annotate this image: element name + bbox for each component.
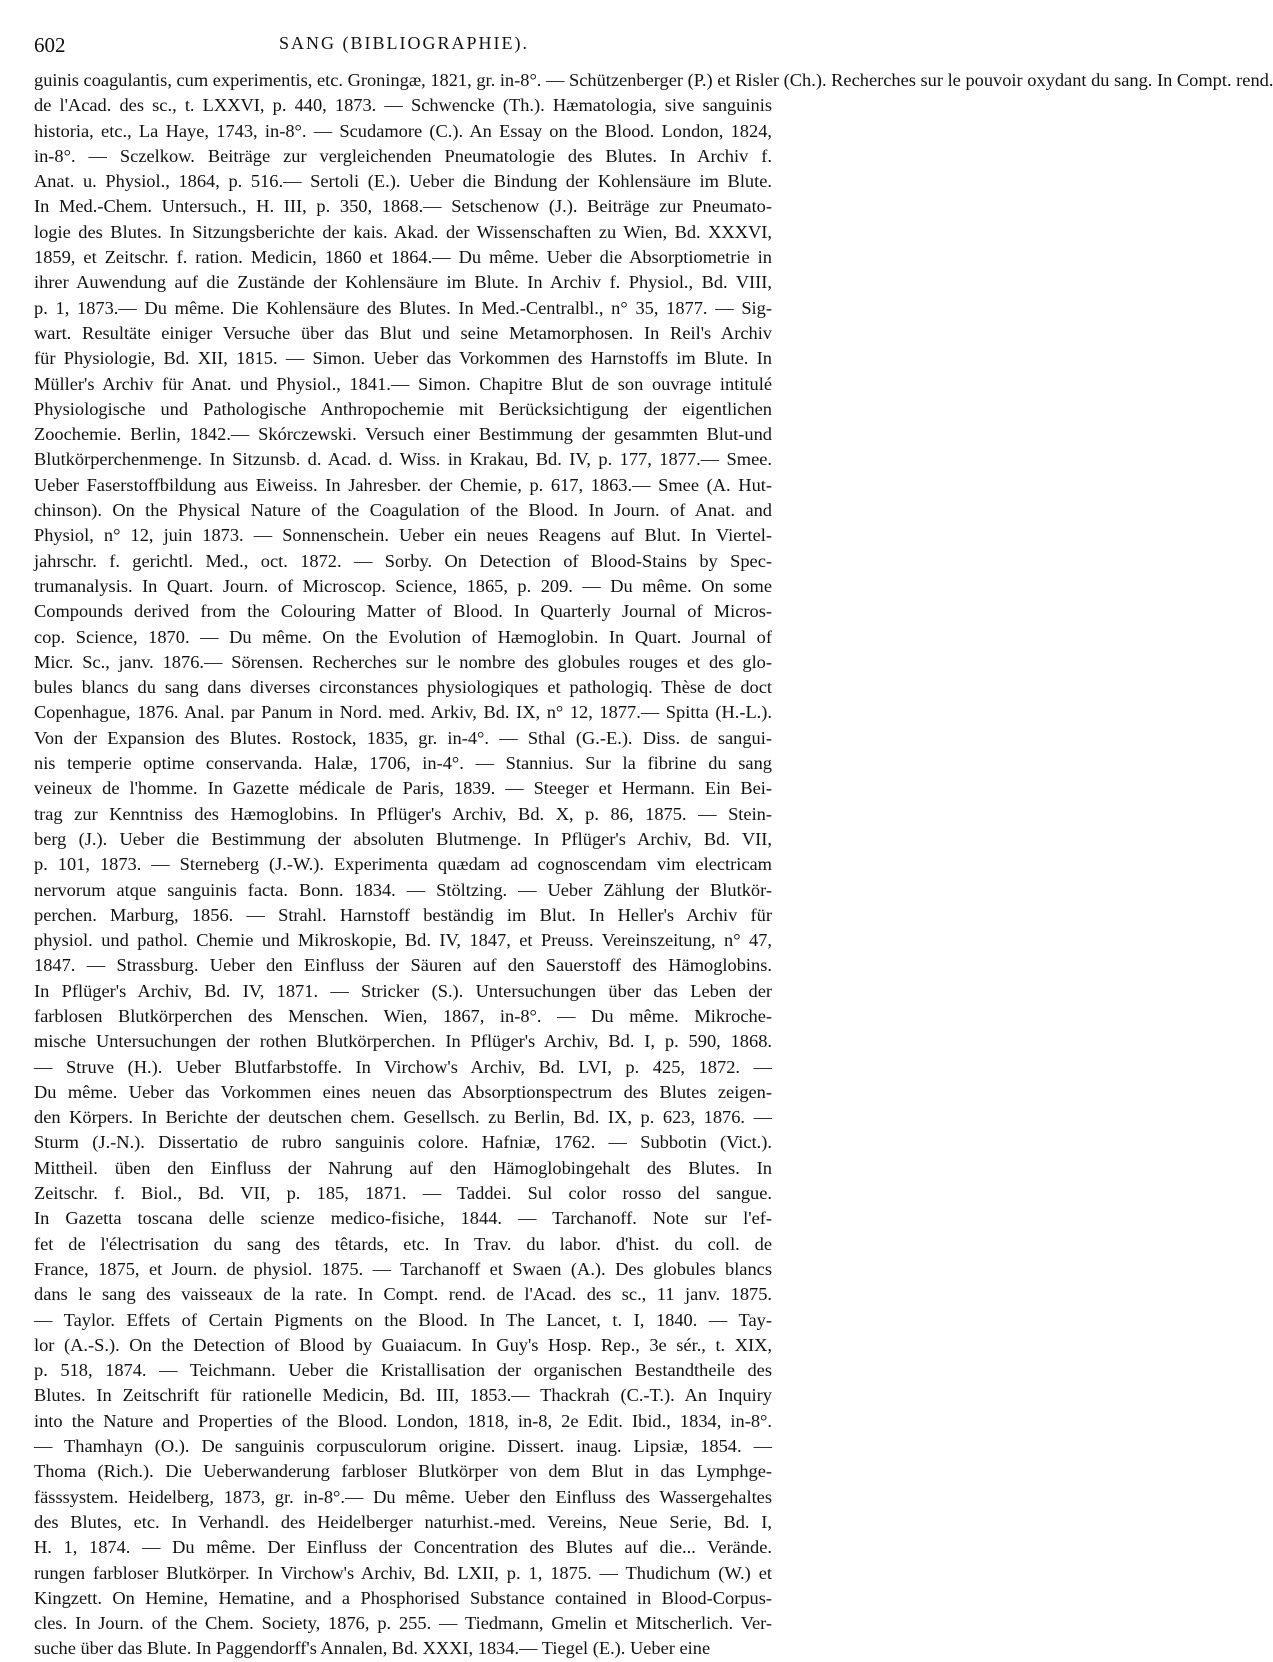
text-line: Compounds derived from the Colouring Matter of Blood. In Quarterly Journal of Micros- (34, 601, 772, 622)
text-line: Blutkörperchenmenge. In Sitzunsb. d. Acad. d. Wiss. in Krakau, Bd. IV, p. 177, 1877.— Smee. (34, 449, 772, 470)
text-line: physiol. und pathol. Chemie und Mikroskopie, Bd. IV, 1847, et Preuss. Vereinszeitung, n° 47, (34, 930, 772, 951)
text-line: In Pflüger's Archiv, Bd. IV, 1871. — Stricker (S.). Untersuchungen über das Leben der (34, 980, 772, 1001)
text-line: In Gazetta toscana delle scienze medico-fisiche, 1844. — Tarchanoff. Note sur l'ef- (34, 1208, 772, 1229)
text-line: farblosen Blutkörperchen des Menschen. Wien, 1867, in-8°. — Du même. Mikroche- (34, 1005, 772, 1026)
text-line: jahrschr. f. gerichtl. Med., oct. 1872. — Sorby. On Detection of Blood-Stains by Spec- (34, 550, 772, 571)
text-line: nervorum atque sanguinis facta. Bonn. 1834. — Stöltzing. — Ueber Zählung der Blutkör- (34, 879, 772, 900)
text-line: p. 101, 1873. — Sterneberg (J.-W.). Experimenta quædam ad cognoscendam vim electricam (34, 854, 772, 875)
text-line: Thoma (Rich.). Die Ueberwanderung farbloser Blutkörper von dem Blut in das Lymphge- (34, 1461, 772, 1482)
text-line: chinson). On the Physical Nature of the Coagulation of the Blood. In Journ. of Anat. and (34, 500, 772, 521)
text-line: 1859, et Zeitschr. f. ration. Medicin, 1860 et 1864.— Du même. Ueber die Absorptiometrie in (34, 247, 772, 268)
text-line: perchen. Marburg, 1856. — Strahl. Harnstoff beständig im Blut. In Heller's Archiv für (34, 904, 772, 925)
text-line: rungen farbloser Blutkörper. In Virchow's Archiv, Bd. LXII, p. 1, 1875. — Thudichum (W.) et (34, 1562, 772, 1583)
text-line: into the Nature and Properties of the Blood. London, 1818, in-8, 2e Edit. Ibid., 1834, in-8°. (34, 1410, 772, 1431)
text-line: guinis coagulantis, cum experimentis, etc. Groningæ, 1821, gr. in-8°. — Schützenberger (P.) et Risler (Ch.). Recherches sur le pouvoir oxydant du sang. In Compt. rend. (34, 70, 1273, 90)
text-line: Ueber Faserstoffbildung aus Eiweiss. In Jahresber. der Chemie, p. 617, 1863.— Smee (A. Hut- (34, 474, 772, 495)
text-line: historia, etc., La Haye, 1743, in-8°. — Scudamore (C.). An Essay on the Blood. London, 1824, (34, 120, 772, 141)
text-line: Müller's Archiv für Anat. und Physiol., 1841.— Simon. Chapitre Blut de son ouvrage intitulé (34, 373, 772, 394)
text-line: logie des Blutes. In Sitzungsberichte der kais. Akad. der Wissenschaften zu Wien, Bd. XXXVI, (34, 221, 772, 242)
text-line: Micr. Sc., janv. 1876.— Sörensen. Recherches sur le nombre des globules rouges et des glo- (34, 651, 772, 672)
text-line: Anat. u. Physiol., 1864, p. 516.— Sertoli (E.). Ueber die Bindung der Kohlensäure im Blute. (34, 171, 772, 192)
text-line: bules blancs du sang dans diverses circonstances physiologiques et pathologiq. Thèse de doct (34, 677, 772, 698)
text-line: Sturm (J.-N.). Dissertatio de rubro sanguinis colore. Hafniæ, 1762. — Subbotin (Vict.). (34, 1132, 772, 1153)
text-line: dans le sang des vaisseaux de la rate. In Compt. rend. de l'Acad. des sc., 11 janv. 1875. (34, 1284, 772, 1305)
text-line: p. 1, 1873.— Du même. Die Kohlensäure des Blutes. In Med.-Centralbl., n° 35, 1877. — Sig- (34, 297, 772, 318)
text-line: — Thamhayn (O.). De sanguinis corpusculorum origine. Dissert. inaug. Lipsiæ, 1854. — (34, 1436, 772, 1457)
text-line: Physiologische und Pathologische Anthropochemie mit Berücksichtigung der eigentlichen (34, 398, 772, 419)
text-line: 1847. — Strassburg. Ueber den Einfluss der Säuren auf den Sauerstoff des Hämoglobins. (34, 955, 772, 976)
text-line: Blutes. In Zeitschrift für rationelle Medicin, Bd. III, 1853.— Thackrah (C.-T.). An Inquiry (34, 1385, 772, 1406)
text-line: den Körpers. In Berichte der deutschen chem. Gesellsch. zu Berlin, Bd. IX, p. 623, 1876. — (34, 1107, 772, 1128)
text-line: cop. Science, 1870. — Du même. On the Evolution of Hæmoglobin. In Quart. Journal of (34, 626, 772, 647)
text-line: ihrer Auwendung auf die Zustände der Kohlensäure im Blute. In Archiv f. Physiol., Bd. VIII, (34, 272, 772, 293)
text-line: suche über das Blute. In Paggendorff's Annalen, Bd. XXXI, 1834.— Tiegel (E.). Ueber eine (34, 1638, 711, 1659)
bibliography-text (34, 68, 1273, 1662)
text-line: Zoochemie. Berlin, 1842.— Skórczewski. Versuch einer Bestimmung der gesammten Blut-und (34, 424, 772, 445)
text-line: Physiol, n° 12, juin 1873. — Sonnenschein. Ueber ein neues Reagens auf Blut. In Viertel- (34, 525, 772, 546)
text-line: mische Untersuchungen der rothen Blutkörperchen. In Pflüger's Archiv, Bd. I, p. 590, 1868. (34, 1031, 772, 1052)
text-line: Du même. Ueber das Vorkommen eines neuen das Absorptionspectrum des Blutes zeigen- (34, 1081, 772, 1102)
text-line: nis temperie optime conservanda. Halæ, 1706, in-4°. — Stannius. Sur la fibrine du sang (34, 753, 772, 774)
text-line: veineux de l'homme. In Gazette médicale de Paris, 1839. — Steeger et Hermann. Ein Bei- (34, 778, 772, 799)
text-line: Copenhague, 1876. Anal. par Panum in Nord. med. Arkiv, Bd. IX, n° 12, 1877.— Spitta (H.-L.). (34, 702, 772, 723)
text-line: Von der Expansion des Blutes. Rostock, 1835, gr. in-4°. — Sthal (G.-E.). Diss. de sangui- (34, 727, 772, 748)
text-line: Kingzett. On Hemine, Hematine, and a Phosphorised Substance contained in Blood-Corpus- (34, 1587, 772, 1608)
text-line: — Taylor. Effets of Certain Pigments on the Blood. In The Lancet, t. I, 1840. — Tay- (34, 1309, 772, 1330)
page-number: 602 (34, 33, 66, 57)
text-line: — Struve (H.). Ueber Blutfarbstoffe. In Virchow's Archiv, Bd. LVI, p. 425, 1872. — (34, 1056, 772, 1077)
text-line: für Physiologie, Bd. XII, 1815. — Simon. Ueber das Vorkommen des Harnstoffs im Blute. In (34, 348, 772, 369)
page-header (34, 33, 774, 57)
text-line: In Med.-Chem. Untersuch., H. III, p. 350, 1868.— Setschenow (J.). Beiträge zur Pneumato- (34, 196, 772, 217)
text-line: fässsystem. Heidelberg, 1873, gr. in-8°.— Du même. Ueber den Einfluss des Wassergehaltes (34, 1486, 772, 1507)
text-line: cles. In Journ. of the Chem. Society, 1876, p. 255. — Tiedmann, Gmelin et Mitscherlich. Ver- (34, 1613, 772, 1634)
text-line: de l'Acad. des sc., t. LXXVI, p. 440, 1873. — Schwencke (Th.). Hæmatologia, sive sanguinis (34, 95, 772, 116)
text-line: Zeitschr. f. Biol., Bd. VII, p. 185, 1871. — Taddei. Sul color rosso del sangue. (34, 1183, 772, 1204)
text-line: H. 1, 1874. — Du même. Der Einfluss der Concentration des Blutes auf die... Verände. (34, 1537, 772, 1558)
text-line: trag zur Kenntniss des Hæmoglobins. In Pflüger's Archiv, Bd. X, p. 86, 1875. — Stein- (34, 803, 772, 824)
text-line: berg (J.). Ueber die Bestimmung der absoluten Blutmenge. In Pflüger's Archiv, Bd. VII, (34, 828, 772, 849)
text-line: in-8°. — Sczelkow. Beiträge zur vergleichenden Pneumatologie des Blutes. In Archiv f. (34, 145, 772, 166)
text-line: des Blutes, etc. In Verhandl. des Heidelberger naturhist.-med. Vereins, Neue Serie, Bd. I, (34, 1511, 772, 1532)
text-line: wart. Resultäte einiger Versuche über das Blut und seine Metamorphosen. In Reil's Archiv (34, 322, 772, 343)
text-line: France, 1875, et Journ. de physiol. 1875. — Tarchanoff et Swaen (A.). Des globules blancs (34, 1258, 772, 1279)
text-line: p. 518, 1874. — Teichmann. Ueber die Kristallisation der organischen Bestandtheile des (34, 1360, 772, 1381)
text-line: trumanalysis. In Quart. Journ. of Microscop. Science, 1865, p. 209. — Du même. On some (34, 575, 772, 596)
running-title: SANG (BIBLIOGRAPHIE). (279, 33, 529, 53)
text-line: lor (A.-S.). On the Detection of Blood by Guaiacum. In Guy's Hosp. Rep., 3e sér., t. XIX, (34, 1334, 772, 1355)
text-line: fet de l'électrisation du sang des têtards, etc. In Trav. du labor. d'hist. du coll. de (34, 1233, 772, 1254)
text-line: Mittheil. üben den Einfluss der Nahrung auf den Hämoglobingehalt des Blutes. In (34, 1157, 772, 1178)
